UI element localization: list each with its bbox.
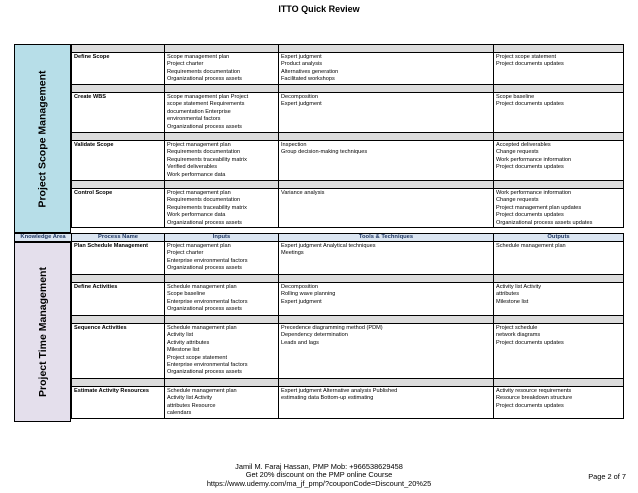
inputs-cell-line: Organizational process assets [167,369,242,376]
outputs-cell [494,189,623,227]
outputs-cell-line: network diagrams [496,332,541,339]
process-row [71,387,624,419]
inputs-cell [165,242,279,274]
inputs-cell-line: Schedule management plan [167,325,237,331]
tools-cell [279,93,494,132]
outputs-cell-line: Activity resource requirements [496,388,572,394]
outputs-cell-line: Activity list Activity [496,284,542,290]
separator-row [71,45,624,53]
tools-cell-line: Dependency determination [281,332,348,339]
inputs-cell-line: Schedule management plan [167,284,237,290]
outputs-cell-line: attributes [496,291,520,298]
inputs-cell-line: Activity attributes [167,339,210,346]
inputs-cell-line: Requirements documentation [167,68,241,75]
tools-cell [279,141,494,180]
inputs-cell [165,93,279,132]
tools-cell-line: Alternatives generation [281,68,339,75]
outputs-cell [494,93,623,132]
outputs-cell [494,387,623,418]
header-outputs: Outputs [547,234,570,240]
inputs-cell-line: attributes Resource [167,402,216,409]
inputs-cell-line: Project charter [167,250,204,257]
inputs-cell-line: Enterprise environmental factors [167,257,248,264]
tools-cell [279,283,494,315]
outputs-cell-line: Scope baseline [496,94,535,100]
knowledge-area-label: Project Time Management [36,267,49,397]
process-name: Create WBS [72,93,165,132]
inputs-cell-line: Requirements documentation [167,149,241,156]
page-number: Page 2 of 7 [588,472,626,481]
outputs-cell-line: Project documents updates [496,402,564,409]
tools-cell-line: Facilitated workshops [281,76,335,83]
scope-process-grid [71,44,624,228]
inputs-cell [165,141,279,180]
tools-cell [279,242,494,274]
inputs-cell-line: documentation Enterprise [167,108,231,115]
knowledge-area-time [14,242,71,422]
inputs-cell-line: Scope management plan Project [167,94,249,100]
process-row [71,189,624,228]
footer-link[interactable]: https://www.udemy.com/ma_jf_pmp/?couponCode=Discount_20%25 [206,478,432,488]
inputs-cell-line: Activity list [167,332,194,339]
outputs-cell-line: Project schedule [496,325,538,331]
itto-table [14,44,624,422]
header-tools: Tools & Techniques [279,234,494,241]
tools-cell-line: Expert judgment Analytical techniques [281,243,376,249]
inputs-cell-line: Work performance data [167,171,226,178]
tools-cell-line: Inspection [281,142,307,148]
inputs-cell-line: Project charter [167,61,204,68]
inputs-cell-line: Requirements traceability matrix [167,156,247,163]
inputs-cell-line: Organizational process assets [167,123,242,130]
outputs-cell-line: Work performance information [496,156,572,163]
header-knowledge-area: Knowledge Area [15,234,72,241]
inputs-cell-line: Scope management plan [167,54,230,60]
inputs-cell-line: Organizational process assets [167,265,242,272]
outputs-cell-line: Project scope statement [496,54,557,60]
tools-cell-line: estimating data Bottom-up estimating [281,395,374,402]
inputs-cell [165,189,279,227]
outputs-cell-line: Accepted deliverables [496,142,551,148]
inputs-cell-line: Organizational process assets [167,306,242,313]
inputs-cell-line: Schedule management plan [167,388,237,394]
process-row [71,93,624,133]
tools-cell-line: Rolling wave planning [281,291,336,298]
tools-cell-line: Product analysis [281,61,323,68]
outputs-cell-line: Milestone list [496,298,529,305]
outputs-cell [494,242,623,274]
tools-cell [279,53,494,84]
knowledge-area-label: Project Scope Management [36,69,49,208]
inputs-cell-line: Work performance data [167,212,226,219]
separator-row [71,379,624,387]
outputs-cell [494,324,623,378]
outputs-cell-line: Change requests [496,149,539,156]
outputs-cell-line: Resource breakdown structure [496,395,573,402]
separator-row [71,85,624,93]
process-row [71,141,624,181]
knowledge-area-scope [14,44,71,233]
inputs-cell-line: Organizational process assets [167,76,242,83]
separator-row [71,275,624,283]
inputs-cell-line: Enterprise environmental factors [167,362,248,369]
inputs-cell [165,283,279,315]
tools-cell-line: Expert judgment Alternative analysis Published [281,388,398,394]
inputs-cell-line: Milestone list [167,347,200,354]
page-title: ITTO Quick Review [278,4,360,14]
outputs-cell-line: Project management plan updates [496,204,582,211]
process-row [71,324,624,379]
outputs-cell-line: Project documents updates [496,61,564,68]
footer-contact: Jamil M. Faraj Hassan, PMP Mob: +966538629458 [235,462,403,471]
process-row [71,283,624,316]
footer [0,463,638,488]
separator-row [71,316,624,324]
tools-cell [279,189,494,227]
inputs-cell-line: scope statement Requirements [167,101,245,108]
inputs-cell-line: Project management plan [167,142,231,148]
inputs-cell-line: Requirements documentation [167,197,241,204]
inputs-cell-line: environmental factors [167,116,221,123]
outputs-cell-line: Organizational process assets updates [496,219,593,226]
column-header-row [14,233,624,242]
outputs-cell-line: Work performance information [496,190,572,196]
tools-cell-line: Decomposition [281,284,318,290]
header-process-name: Process Name [72,234,165,241]
outputs-cell-line: Change requests [496,197,539,204]
process-name: Define Scope [72,53,165,84]
outputs-cell [494,141,623,180]
outputs-cell-line: Project documents updates [496,164,564,171]
outputs-cell-line: Project documents updates [496,339,564,346]
process-row [71,242,624,275]
inputs-cell-line: Enterprise environmental factors [167,298,248,305]
tools-cell [279,387,494,418]
outputs-cell [494,53,623,84]
header-inputs: Inputs [165,234,279,241]
tools-cell-line: Group decision-making techniques [281,149,368,156]
process-name: Validate Scope [72,141,165,180]
inputs-cell-line: Project scope statement [167,354,228,361]
tools-cell-line: Decomposition [281,94,318,100]
outputs-cell-line: Project documents updates [496,212,564,219]
inputs-cell-line: Organizational process assets [167,219,242,226]
inputs-cell-line: Requirements traceability matrix [167,204,247,211]
process-name: Sequence Activities [72,324,165,378]
tools-cell-line: Meetings [281,250,304,257]
tools-cell-line: Expert judgment [281,54,322,60]
tools-cell-line: Precedence diagramming method (PDM) [281,325,383,331]
inputs-cell-line: calendars [167,410,192,417]
inputs-cell [165,53,279,84]
inputs-cell [165,387,279,418]
process-name: Estimate Activity Resources [72,387,165,418]
inputs-cell-line: Scope baseline [167,291,206,298]
separator-row [71,133,624,141]
tools-cell-line: Expert judgment [281,298,322,305]
outputs-cell [494,283,623,315]
process-name: Plan Schedule Management [72,242,165,274]
footer-discount: Get 20% discount on the PMP online Course [245,470,393,480]
process-row [71,53,624,85]
tools-cell-line: Variance analysis [281,190,325,196]
process-name: Define Activities [72,283,165,315]
inputs-cell-line: Verified deliverables [167,164,218,171]
outputs-cell-line: Project documents updates [496,101,564,108]
tools-cell-line: Expert judgment [281,101,322,108]
inputs-cell-line: Project management plan [167,190,231,196]
process-name: Control Scope [72,189,165,227]
separator-row [71,181,624,189]
inputs-cell-line: Activity list Activity [167,395,213,402]
inputs-cell-line: Project management plan [167,243,231,249]
outputs-cell-line: Schedule management plan [496,243,566,249]
time-process-grid [71,242,624,419]
inputs-cell [165,324,279,378]
tools-cell [279,324,494,378]
tools-cell-line: Leads and lags [281,339,319,346]
